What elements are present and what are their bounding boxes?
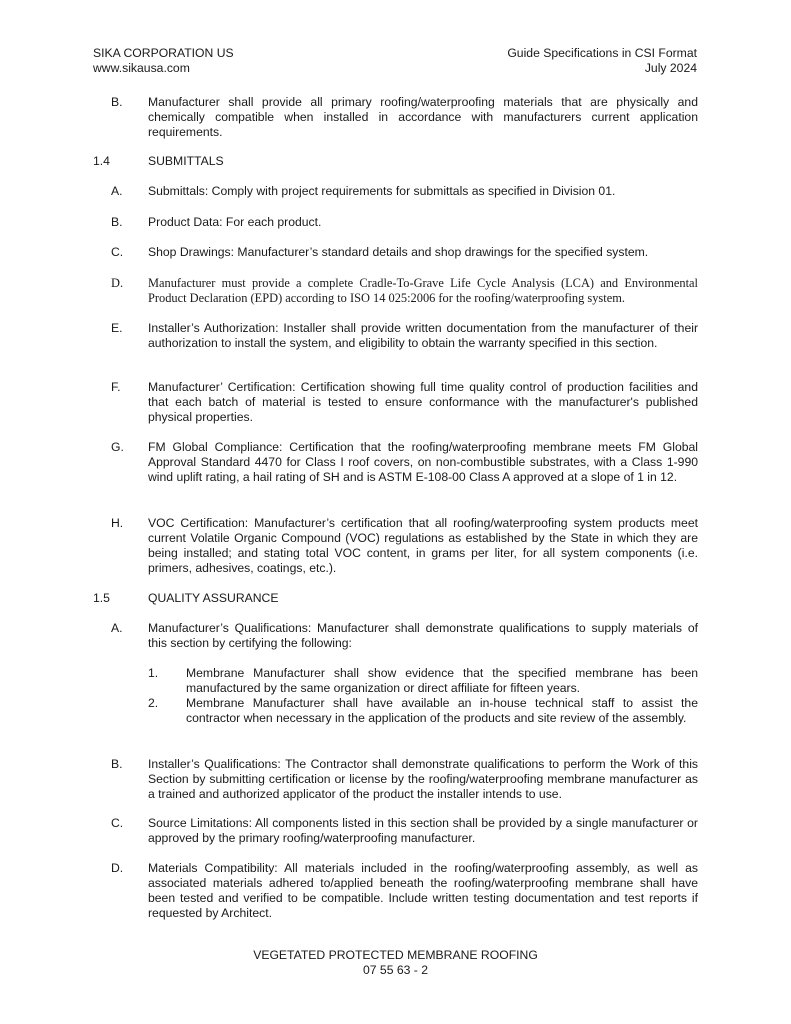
item-letter: F.: [111, 380, 121, 394]
spec-item: [111, 276, 698, 306]
spec-item: [111, 215, 698, 230]
spec-item: [111, 757, 698, 802]
document-date: July 2024: [644, 61, 697, 75]
document-type: Guide Specifications in CSI Format: [507, 46, 697, 60]
sub-item: [148, 666, 698, 696]
company-name: SIKA CORPORATION US: [93, 46, 234, 60]
sub-item-number: 2.: [148, 696, 159, 710]
item-letter: G.: [111, 440, 124, 454]
item-text: Manufacturer’s Qualifications: Manufacturer shall demonstrate qualifications to supply materials of this section by certifying the following:: [148, 621, 698, 650]
item-letter: E.: [111, 321, 123, 335]
spec-item: [111, 816, 698, 846]
section-title: QUALITY ASSURANCE: [148, 591, 279, 605]
sub-item-number: 1.: [148, 666, 159, 680]
page-number: 07 55 63 - 2: [362, 963, 429, 977]
header-right: [507, 46, 697, 76]
item-text: Submittals: Comply with project requirements for submittals as specified in Division 01.: [148, 184, 616, 198]
spec-item: [111, 861, 698, 921]
item-letter: A.: [111, 184, 123, 198]
item-text: Manufacturer must provide a complete Cradle-To-Grave Life Cycle Analysis (LCA) and Environmental Product Declaration (EPD) according to ISO 14 025:2006 for the roofing/waterproofing system.: [148, 276, 698, 305]
section-heading: [93, 591, 698, 606]
item-text: Manufacturer shall provide all primary roofing/waterproofing materials that are physically and chemically compatible when installed in accordance with manufacturers current application requirements.: [148, 95, 698, 139]
spec-item: [111, 245, 698, 260]
spec-item: [111, 380, 698, 425]
spec-item: [111, 184, 698, 199]
company-website: www.sikausa.com: [93, 61, 190, 75]
item-letter: B.: [111, 95, 123, 109]
spec-item: [111, 440, 698, 485]
sub-item-text: Membrane Manufacturer shall show evidence that the specified membrane has been manufactured by the same organization or direct affiliate for fifteen years.: [186, 666, 698, 695]
sub-item: [148, 696, 698, 726]
item-text: Shop Drawings: Manufacturer’s standard details and shop drawings for the specified system.: [148, 245, 649, 259]
item-text: Source Limitations: All components listed in this section shall be provided by a single manufacturer or approved by the primary roofing/waterproofing manufacturer.: [148, 816, 698, 845]
section-title: SUBMITTALS: [148, 154, 224, 168]
header-left: [93, 46, 234, 76]
item-letter: H.: [111, 516, 124, 530]
item-text: Installer’s Qualifications: The Contractor shall demonstrate qualifications to perform the Work of this Section by submitting certification or license by the roofing/waterproofing membrane manufacturer as a trained and authorized applicator of the product the installer intends to use.: [148, 757, 698, 801]
section-number: 1.5: [93, 591, 110, 605]
section-number: 1.4: [93, 154, 110, 168]
item-text: FM Global Compliance: Certification that the roofing/waterproofing membrane meets FM Global Approval Standard 4470 for Class I roof covers, on non-combustible substrates, with a Class 1-990 wind uplift rating, a hail rating of SH and is ASTM E-108-00 Class A approved at a slope of 1 in 12.: [148, 440, 698, 484]
item-text: Manufacturer’ Certification: Certification showing full time quality control of production facilities and that each batch of material is tested to ensure conformance with the manufacturer's published physical properties.: [148, 380, 698, 424]
footer-title: VEGETATED PROTECTED MEMBRANE ROOFING: [253, 948, 538, 962]
sub-item-text: Membrane Manufacturer shall have available an in-house technical staff to assist the contractor when necessary in the application of the products and site review of the assembly.: [186, 696, 698, 725]
item-letter: C.: [111, 245, 124, 259]
item-letter: D.: [111, 861, 124, 875]
item-letter: B.: [111, 757, 123, 771]
section-heading: [93, 154, 698, 169]
spec-item: [111, 516, 698, 576]
item-letter: B.: [111, 215, 123, 229]
item-text: Installer’s Authorization: Installer shall provide written documentation from the manufacturer of their authorization to install the system, and eligibility to obtain the warranty specified in this section.: [148, 321, 698, 350]
item-letter: D.: [111, 276, 124, 290]
spec-item: [111, 621, 698, 651]
item-letter: C.: [111, 816, 124, 830]
spec-item: [111, 321, 698, 351]
spec-item: [111, 95, 698, 140]
item-text: Materials Compatibility: All materials included in the roofing/waterproofing assembly, as well as associated materials adhered to/applied beneath the roofing/waterproofing membrane shall have been tested and verified to be compatible. Include written testing documentation and test reports if requested by Architect.: [148, 861, 698, 920]
item-text: Product Data: For each product.: [148, 215, 322, 229]
page-footer: [0, 948, 791, 978]
item-letter: A.: [111, 621, 123, 635]
item-text: VOC Certification: Manufacturer’s certification that all roofing/waterproofing system products meet current Volatile Organic Compound (VOC) regulations as established by the State in which they are being installed; and stating total VOC content, in grams per liter, for all system components (i.e. primers, adhesives, coatings, etc.).: [148, 516, 698, 575]
